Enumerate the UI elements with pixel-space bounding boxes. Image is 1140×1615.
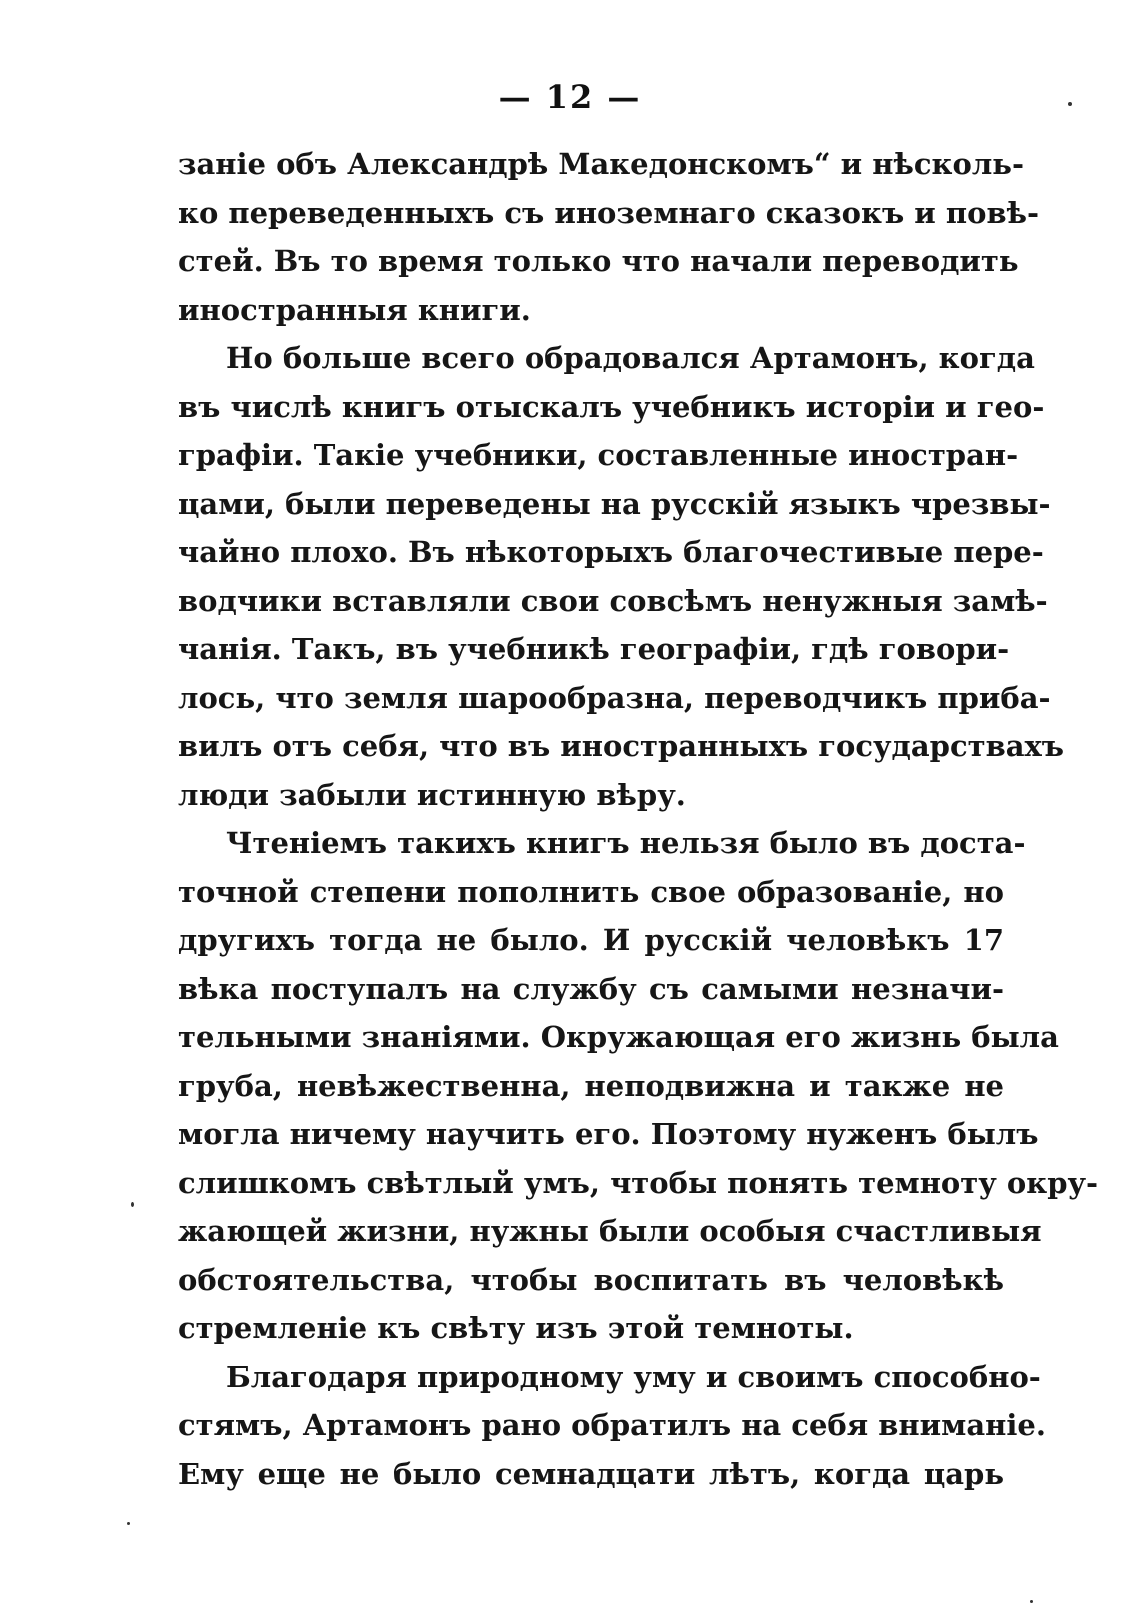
scan-speck (1068, 102, 1072, 106)
text-line: слишкомъ свѣтлый умъ, чтобы понять темноту окру- (178, 1165, 1099, 1200)
scan-speck (131, 1202, 134, 1207)
paragraph (178, 819, 1099, 1353)
text-line: въ числѣ книгъ отыскалъ учебникъ исторіи и гео- (178, 389, 1045, 424)
text-line: стей. Въ то время только что начали переводить (178, 244, 1019, 278)
text-line: чайно плохо. Въ нѣкоторыхъ благочестивые пере- (178, 535, 1044, 569)
text-line: графіи. Такіе учебники, составленные иностран- (178, 438, 1019, 472)
paragraph (178, 140, 1040, 334)
text-line: Ему еще не было семнадцати лѣтъ, когда царь (178, 1456, 1004, 1491)
text-line: стремленіе къ свѣту изъ этой темноты. (178, 1311, 854, 1345)
text-line: водчики вставляли свои совсѣмъ ненужныя замѣ- (178, 583, 1048, 618)
text-line: люди забыли истинную вѣру. (178, 777, 686, 812)
text-line: обстоятельства, чтобы воспитать въ человѣкѣ (178, 1262, 1004, 1297)
text-line: ко переведенныхъ съ иноземнаго сказокъ и повѣ- (178, 195, 1040, 230)
text-line: чанія. Такъ, въ учебникѣ географіи, гдѣ говори- (178, 632, 1010, 666)
text-line: лось, что земля шарообразна, переводчикъ приба- (178, 680, 1051, 715)
scan-speck (1030, 1600, 1033, 1603)
scan-speck (127, 1522, 130, 1525)
text-line: вилъ отъ себя, что въ иностранныхъ государствахъ (178, 729, 1065, 763)
text-line: иностранныя книги. (178, 292, 531, 327)
text-line: Чтеніемъ такихъ книгъ нельзя было въ доста- (226, 826, 1026, 860)
text-line: цами, были переведены на русскій языкъ чрезвы- (178, 486, 1051, 521)
text-line: другихъ тогда не было. И русскій человѣкъ 17 (178, 923, 1004, 957)
text-line: стямъ, Артамонъ рано обратилъ на себя вниманіе. (178, 1408, 1046, 1442)
paragraph (178, 1353, 1046, 1499)
paragraph (178, 334, 1065, 819)
text-line: жающей жизни, нужны были особыя счастливыя (178, 1214, 1042, 1248)
page-number: — 12 — (498, 78, 642, 116)
body-text (178, 140, 1099, 1498)
text-line: могла ничему научить его. Поэтому нуженъ былъ (178, 1117, 1039, 1151)
text-line: тельными знаніями. Окружающая его жизнь была (178, 1020, 1059, 1054)
text-line: Благодаря природному уму и своимъ способно- (226, 1359, 1041, 1394)
text-line: Но больше всего обрадовался Артамонъ, когда (226, 341, 1035, 375)
text-line: груба, невѣжественна, неподвижна и также не (178, 1068, 1004, 1103)
text-line: заніе объ Александрѣ Македонскомъ“ и нѣсколь- (178, 147, 1025, 181)
text-line: точной степени пополнить свое образованіе, но (178, 874, 1004, 909)
text-line: вѣка поступалъ на службу съ самыми незначи- (178, 971, 1004, 1006)
